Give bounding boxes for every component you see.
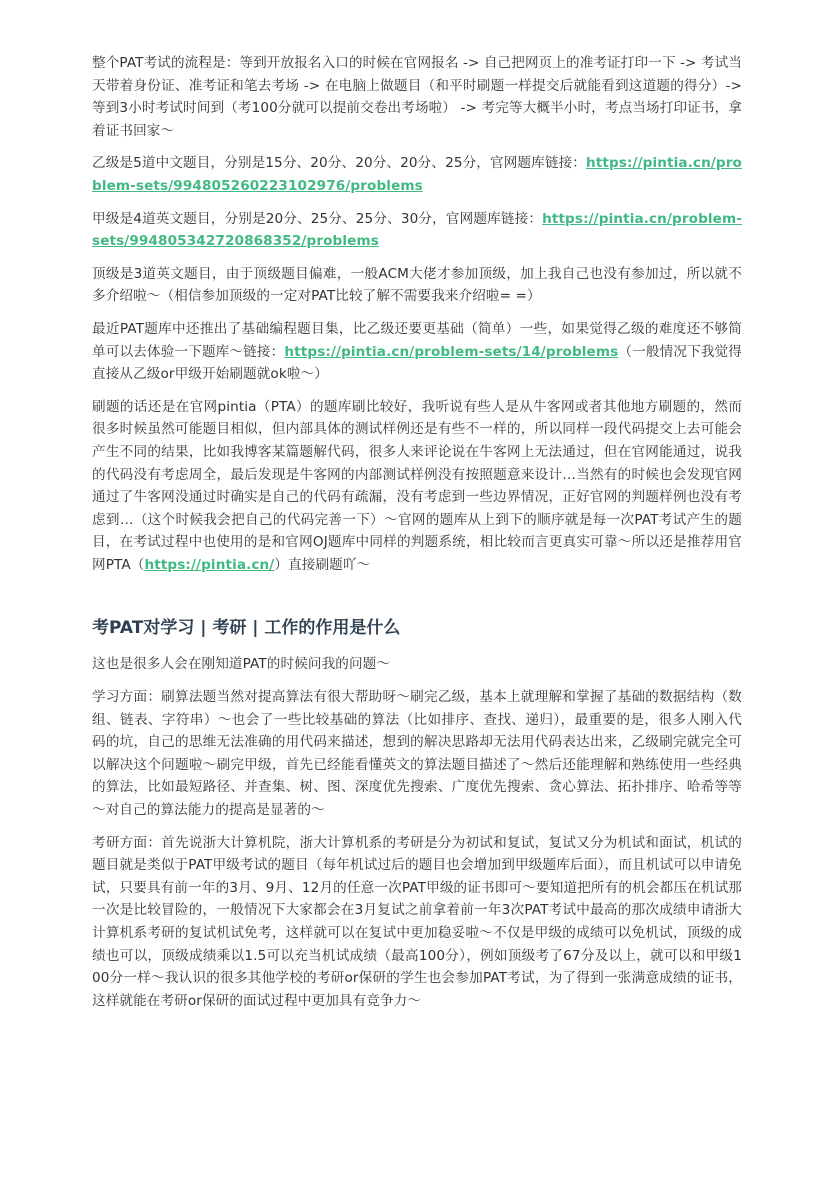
paragraph-basic-problems bbox=[92, 318, 742, 386]
paragraph-level-b bbox=[92, 152, 742, 197]
document-body bbox=[92, 52, 742, 1022]
paragraph-text: （一般情况下我觉得直接从乙级or甲级开始刷题就ok啦～） bbox=[92, 343, 742, 383]
level-b-problem-set-link[interactable]: https://pintia.cn/problem-sets/994805260223102976/problems bbox=[92, 155, 742, 194]
paragraph-level-a bbox=[92, 208, 742, 253]
paragraph-text: 考研方面：首先说浙大计算机院，浙大计算机系的考研是分为初试和复试，复试又分为机试和面试，机试的题目就是类似于PAT甲级考试的题目（每年机试过后的题目也会增加到甲级题库后面），而且机试可以申请免试，只要具有前一年的3月、9月、12月的任意一次PAT甲级的证书即可～要知道把所有的机会都压在机试那一次是比较冒险的，一般情况下大家都会在3月复试之前拿着前一年3次PAT考试中最高的那次成绩申请浙大计算机系考研的复试机试免考，这样就可以在复试中更加稳妥啦～不仅是甲级的成绩可以免机试，顶级的成绩也可以，顶级成绩乘以1.5可以充当机试成绩（最高100分），例如顶级考了67分及以上，就可以和甲级100分一样～我认识的很多其他学校的考研or保研的学生也会参加PAT考试，为了得到一张满意成绩的证书，这样就能在考研or保研的面试过程中更加具有竞争力～ bbox=[92, 834, 742, 1009]
paragraph-grad-exam-benefits bbox=[92, 832, 742, 1013]
paragraph-text: 顶级是3道英文题目，由于顶级题目偏难，一般ACM大佬才参加顶级，加上我自己也没有参加过，所以就不多介绍啦～（相信参加顶级的一定对PAT比较了解不需要我来介绍啦= =） bbox=[92, 265, 742, 305]
level-a-problem-set-link[interactable]: https://pintia.cn/problem-sets/994805342720868352/problems bbox=[92, 210, 742, 250]
paragraph-level-top bbox=[92, 263, 742, 308]
paragraph-text: 学习方面：刷算法题当然对提高算法有很大帮助呀～刷完乙级，基本上就理解和掌握了基础的数据结构（数组、链表、字符串）～也会了一些比较基础的算法（比如排序、查找、递归），最重要的是，很多人刚入代码的坑，自己的思维无法准确的用代码来描述，想到的解决思路却无法用代码表达出来，乙级刷完就完全可以解决这个问题啦～刷完甲级，首先已经能看懂英文的算法题目描述了～然后还能理解和熟练使用一些经典的算法，比如最短路径、并查集、树、图、深度优先搜索、广度优先搜索、贪心算法、拓扑排序、哈希等等～对自己的算法能力的提高是显著的～ bbox=[92, 689, 742, 819]
paragraph-text: 整个PAT考试的流程是：等到开放报名入口的时候在官网报名 -> 自己把网页上的准考证打印一下 -> 考试当天带着身份证、准考证和笔去考场 -> 在电脑上做题目（和平时刷题一样提交后就能看到这道题的得分）-> 等到3小时考试时间到（考100分就可以提前交卷出考场啦） -> 考完等大概半小时，考点当场打印证书，拿着证书回家～ bbox=[92, 55, 742, 139]
paragraph-text: 这也是很多人会在刚知道PAT的时候问我的问题～ bbox=[92, 656, 391, 673]
paragraph-text: 刷题的话还是在官网pintia（PTA）的题库刷比较好，我听说有些人是从牛客网或者其他地方刷题的，然而很多时候虽然可能题目相似，但内部具体的测试样例还是有些不一样的，所以同样一段代码提交上去可能会产生不同的结果，比如我博客某篇题解代码，很多人来评论说在牛客网上无法通过，但在官网能通过，说我的代码没有考虑周全，最后发现是牛客网的内部测试样例没有按照题意来设计…当然有的时候也会发现官网通过了牛客网没通过时确实是自己的代码有疏漏，没有考虑到一些边界情况，正好官网的判题样例也没有考虑到…（这个时候我会把自己的代码完善一下）～官网的题库从上到下的顺序就是每一次PAT考试产生的题目，在考试过程中也使用的是和官网OJ题库中同样的判题系统，相比较而言更真实可靠～所以还是推荐用官网PTA（ bbox=[92, 398, 742, 573]
paragraph-text: 乙级是5道中文题目，分别是15分、20分、20分、20分、25分，官网题库链接： bbox=[92, 155, 586, 172]
paragraph-text: 最近PAT题库中还推出了基础编程题目集，比乙级还要更基础（简单）一些，如果觉得乙级的难度还不够简单可以去体验一下题库～链接： bbox=[92, 320, 742, 360]
basic-problem-set-link[interactable]: https://pintia.cn/problem-sets/14/problems bbox=[284, 343, 619, 360]
paragraph-study-benefits bbox=[92, 686, 742, 822]
pintia-home-link[interactable]: https://pintia.cn/ bbox=[144, 556, 275, 573]
paragraph-where-to-practice bbox=[92, 396, 742, 577]
paragraph-exam-process bbox=[92, 52, 742, 142]
paragraph-text: ）直接刷题吖～ bbox=[274, 556, 371, 573]
section-heading: 考PAT对学习 | 考研 | 工作的作用是什么 bbox=[92, 618, 401, 639]
paragraph-intro-question bbox=[92, 653, 742, 676]
paragraph-text: 甲级是4道英文题目，分别是20分、25分、25分、30分，官网题库链接： bbox=[92, 210, 543, 227]
